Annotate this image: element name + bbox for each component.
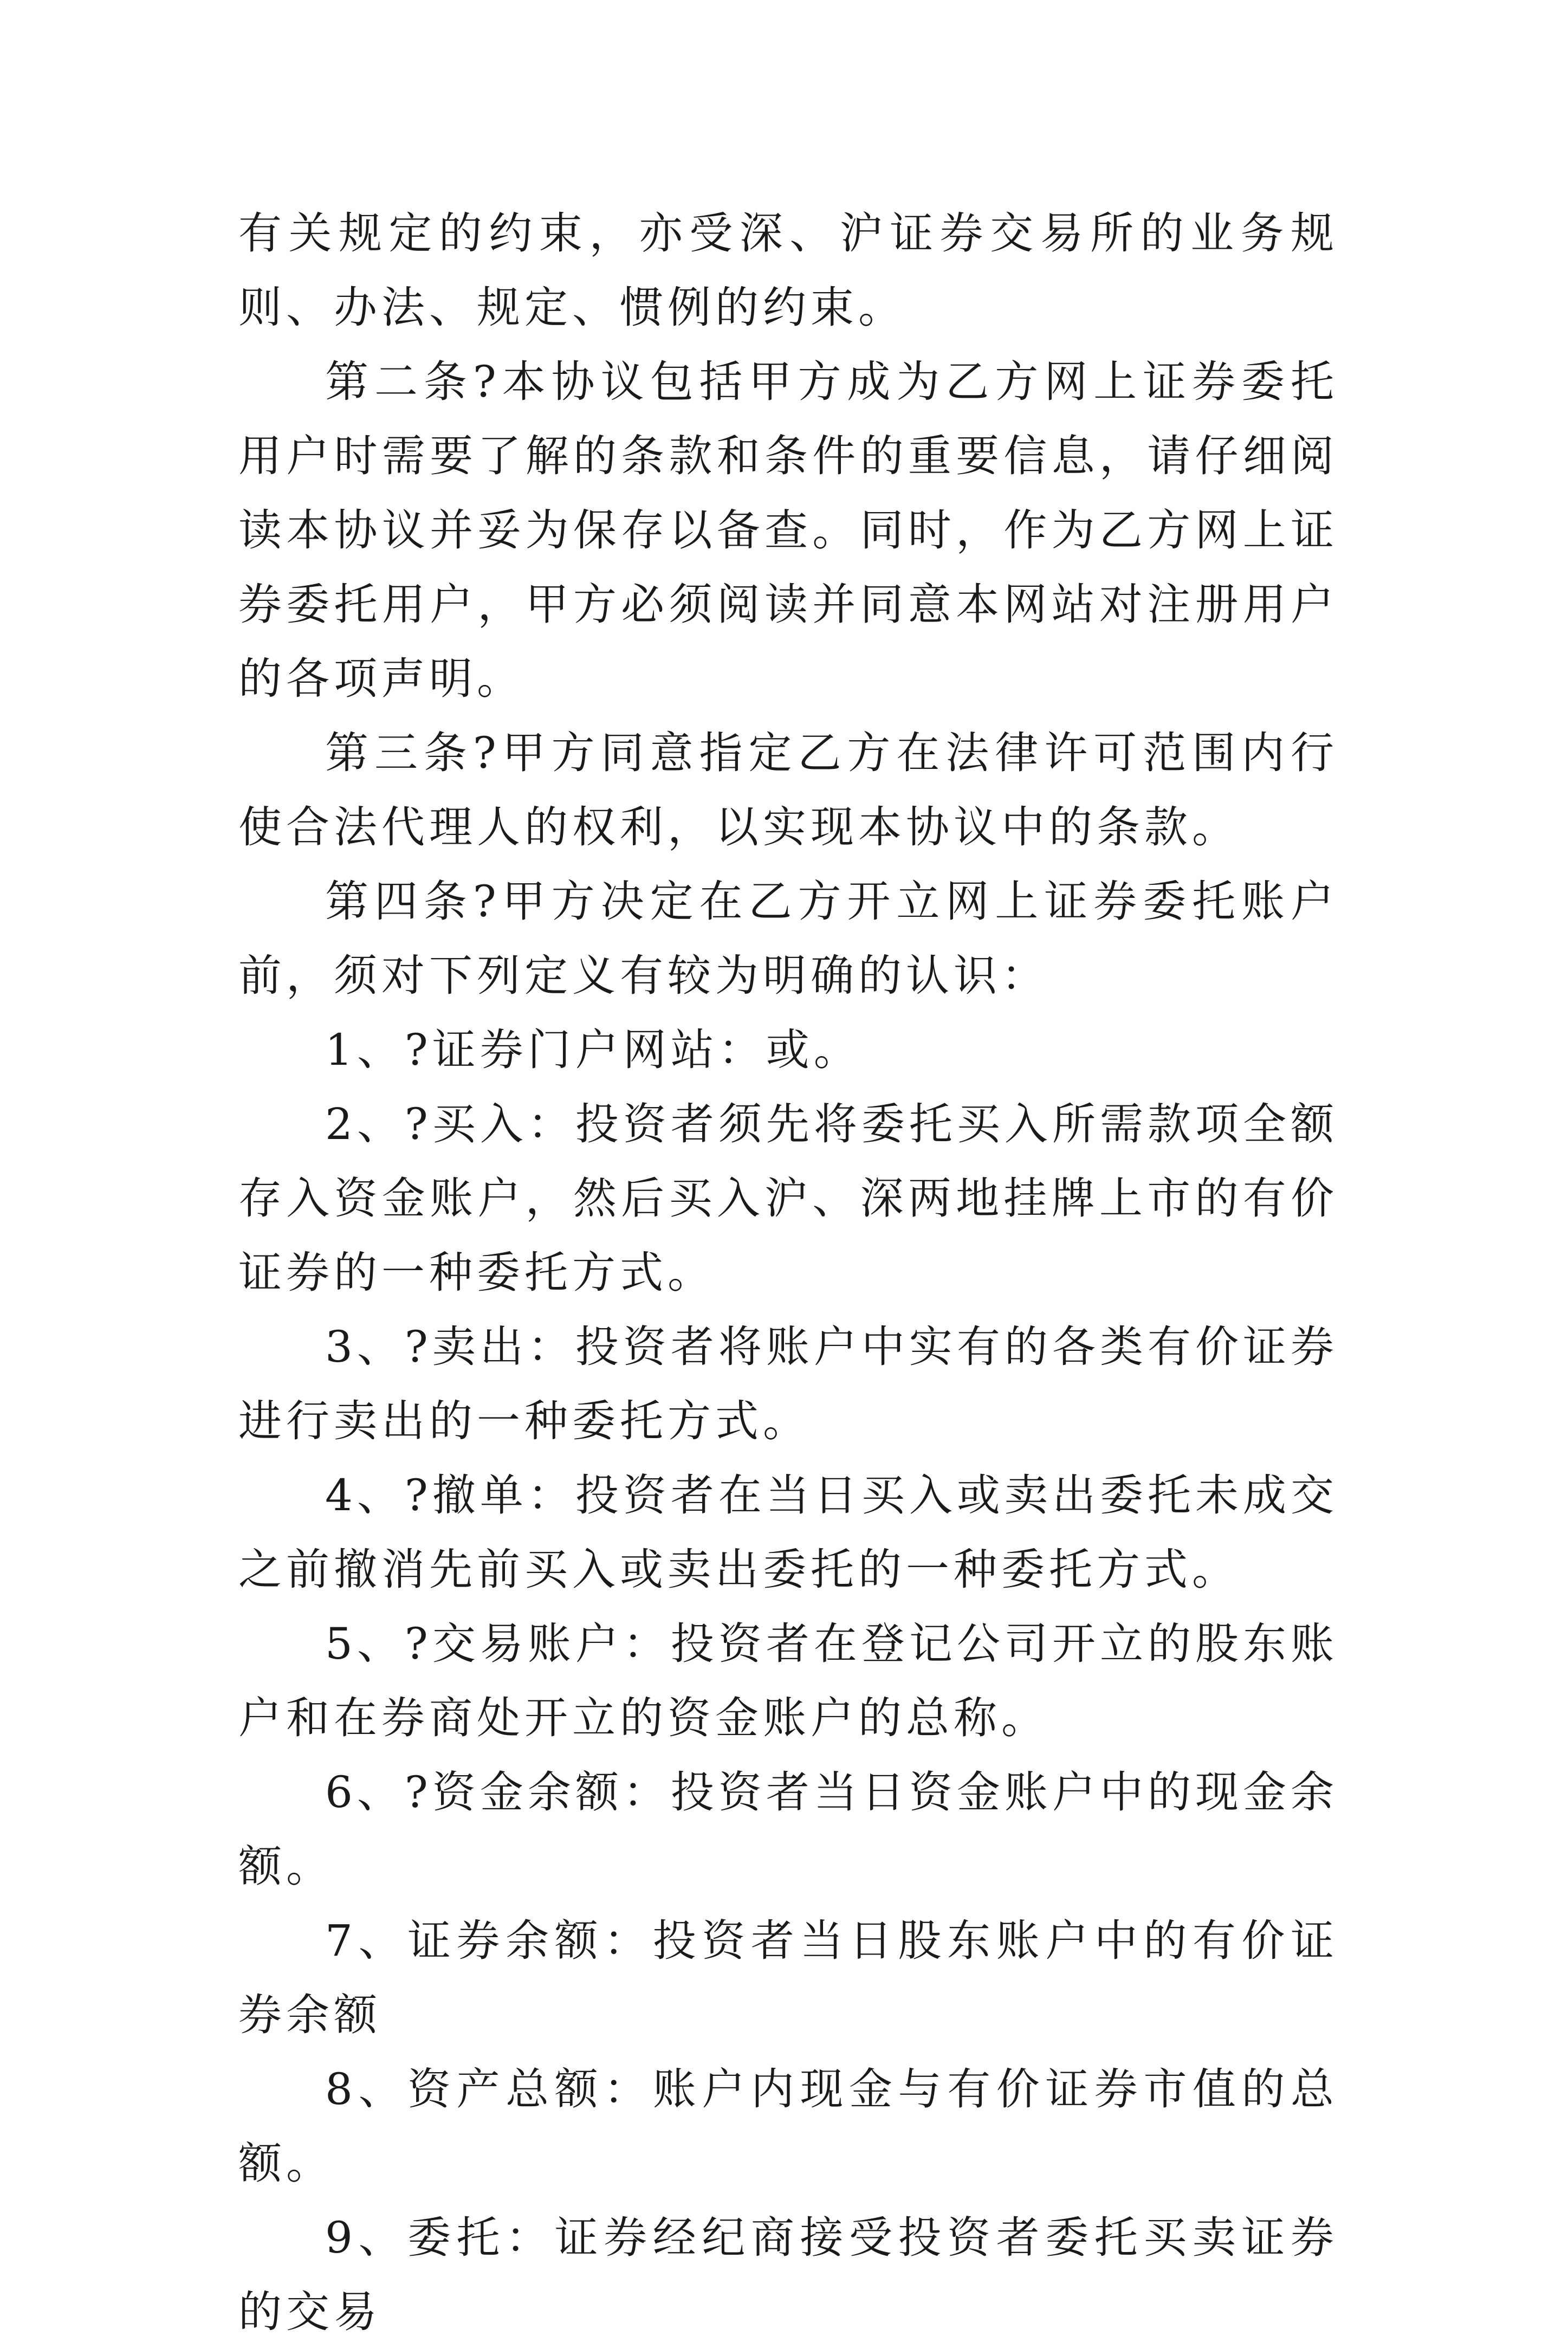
paragraph-article-4: 第四条?甲方决定在乙方开立网上证券委托账户前，须对下列定义有较为明确的认识： bbox=[238, 876, 1338, 1001]
definition-item-1: 1、?证券门户网站：或。 bbox=[325, 1025, 861, 1075]
definition-item-7: 7、证券余额：投资者当日股东账户中的有价证券余额 bbox=[238, 1916, 1338, 2040]
paragraph-article-3: 第三条?甲方同意指定乙方在法律许可范围内行使合法代理人的权利，以实现本协议中的条款。 bbox=[238, 728, 1338, 852]
definition-item-4: 4、?撤单：投资者在当日买入或卖出委托未成交之前撤消先前买入或卖出委托的一种委托方式。 bbox=[238, 1470, 1338, 1595]
definition-item-2: 2、?买入：投资者须先将委托买入所需款项全额存入资金账户，然后买入沪、深两地挂牌上市的有价证券的一种委托方式。 bbox=[238, 1099, 1338, 1298]
document-body bbox=[238, 196, 1338, 2349]
paragraph-article-2: 第二条?本协议包括甲方成为乙方网上证券委托用户时需要了解的条款和条件的重要信息，请仔细阅读本协议并妥为保存以备查。同时，作为乙方网上证券委托用户，甲方必须阅读并同意本网站对注册用户的各项声明。 bbox=[238, 357, 1338, 704]
definition-item-3: 3、?卖出：投资者将账户中实有的各类有价证券进行卖出的一种委托方式。 bbox=[238, 1322, 1338, 1446]
definition-item-8: 8、资产总额：账户内现金与有价证券市值的总额。 bbox=[238, 2064, 1338, 2189]
definition-item-9: 9、委托：证券经纪商接受投资者委托买卖证券的交易 bbox=[238, 2212, 1338, 2337]
definition-item-5: 5、?交易账户：投资者在登记公司开立的股东账户和在券商处开立的资金账户的总称。 bbox=[238, 1619, 1338, 1743]
definition-item-6: 6、?资金余额：投资者当日资金账户中的现金余额。 bbox=[238, 1767, 1338, 1892]
paragraph-continuation: 有关规定的约束，亦受深、沪证券交易所的业务规则、办法、规定、惯例的约束。 bbox=[238, 208, 1338, 333]
